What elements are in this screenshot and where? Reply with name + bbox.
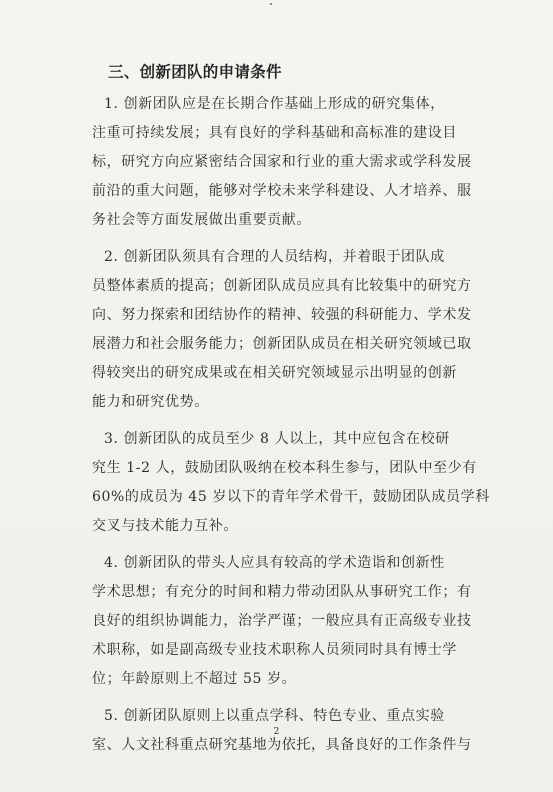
paragraph-line: 位；年龄原则上不超过 55 岁。	[92, 671, 297, 687]
paragraph-line: 3. 创新团队的成员至少 8 人以上，其中应包含在校研	[104, 431, 450, 447]
paragraph-3	[92, 425, 490, 541]
paragraph-line: 良好的组织协调能力，治学严谨；一般应具有正高级专业技	[92, 613, 472, 629]
paragraph-line: 注重可持续发展；具有良好的学科基础和高标准的建设目	[92, 125, 457, 141]
paragraph-line: 向、努力探索和团结协作的精神、较强的科研能力、学术发	[92, 307, 472, 323]
paragraph-line: 术职称，如是副高级专业技术职称人员须同时具有博士学	[92, 642, 457, 658]
paragraph-4	[92, 549, 474, 694]
paragraph-line: 60%的成员为 45 岁以下的青年学术骨干，鼓励团队成员学科	[92, 489, 490, 505]
paragraph-1	[92, 90, 474, 235]
paragraph-line: 4. 创新团队的带头人应具有较高的学术造诣和创新性	[104, 555, 445, 571]
paragraph-line: 交叉与技术能力互补。	[92, 518, 238, 534]
paragraph-line: 得较突出的研究成果或在相关研究领域显示出明显的创新	[92, 365, 457, 381]
page-number: 2	[273, 727, 280, 737]
document-body	[92, 62, 490, 768]
scan-speck	[270, 3, 272, 5]
paragraph-line: 能力和研究优势。	[92, 394, 209, 410]
paragraph-2	[92, 243, 474, 417]
paragraph-line: 务社会等方面发展做出重要贡献。	[92, 212, 311, 228]
paragraph-line: 5. 创新团队原则上以重点学科、特色专业、重点实验	[104, 708, 445, 724]
paragraph-line: 学术思想；有充分的时间和精力带动团队从事研究工作；有	[92, 584, 472, 600]
paragraph-line: 前沿的重大问题，能够对学校未来学科建设、人才培养、服	[92, 183, 472, 199]
paragraph-line: 2. 创新团队须具有合理的人员结构，并着眼于团队成	[104, 249, 445, 265]
paragraph-line: 1. 创新团队应是在长期合作基础上形成的研究集体，	[104, 96, 445, 112]
paragraph-line: 展潜力和社会服务能力；创新团队成员在相关研究领域已取	[92, 336, 472, 352]
paragraph-line: 究生 1-2 人，鼓励团队吸纳在校本科生参与，团队中至少有	[92, 460, 477, 476]
paragraph-line: 标，研究方向应紧密结合国家和行业的重大需求或学科发展	[92, 154, 472, 170]
paragraph-line: 员整体素质的提高；创新团队成员应具有比较集中的研究方	[92, 278, 472, 294]
section-heading: 三、创新团队的申请条件	[108, 63, 282, 81]
paragraph-line: 室、人文社科重点研究基地为依托，具备良好的工作条件与	[92, 737, 472, 753]
